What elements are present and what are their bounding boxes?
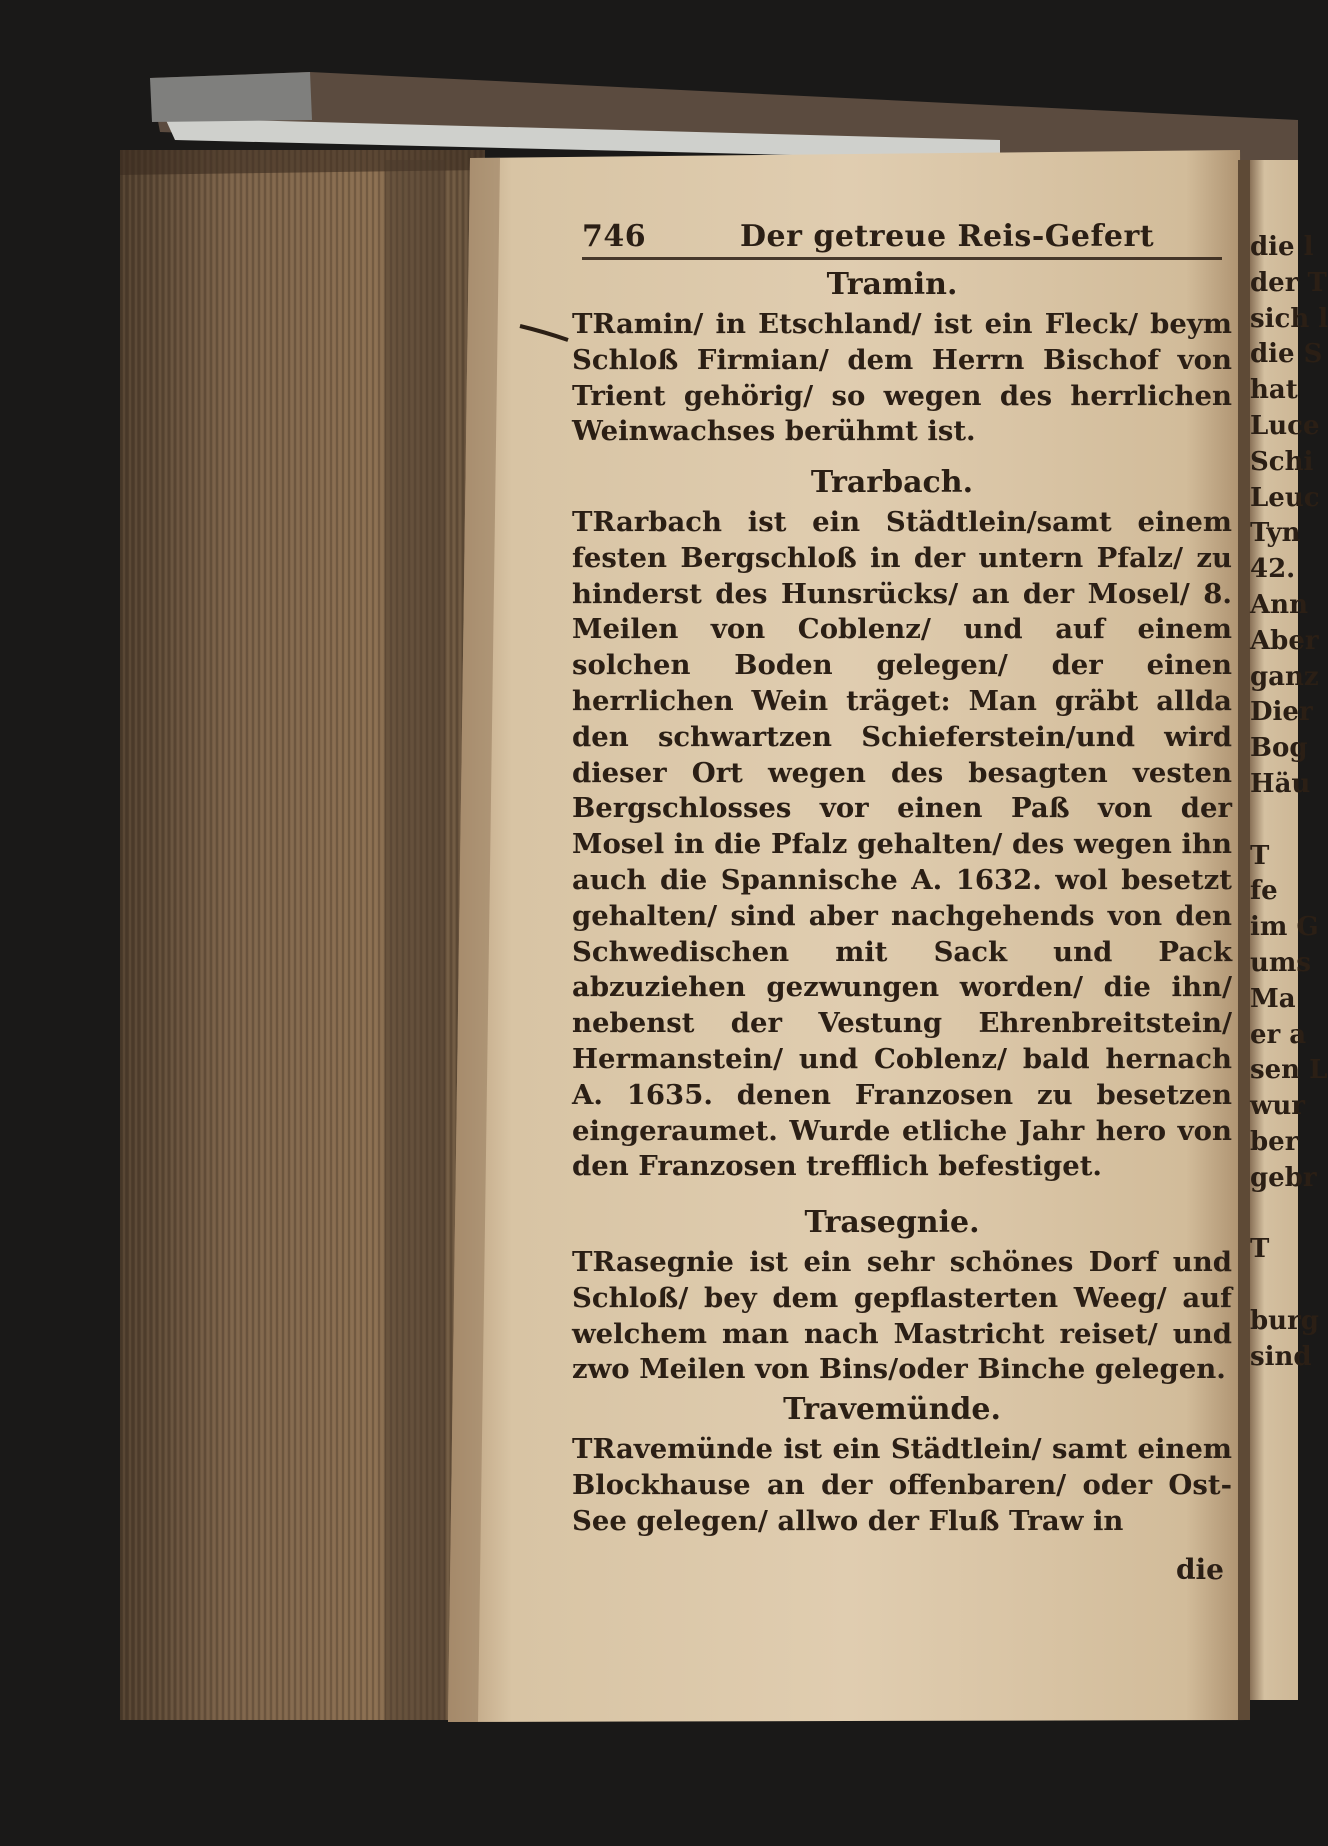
facing-line: Dier (1250, 697, 1313, 728)
entry-text-tramin: TRamin/ in Etschland/ ist ein Fleck/ beym Schloß Firmian/ dem Herrn Bischof von Trient gehörig/ so wegen des herrlichen Weinwachses berühmt ist. (572, 308, 1232, 448)
facing-line: 42. (1250, 554, 1296, 585)
facing-line: er a (1250, 1019, 1307, 1050)
entry-text-trarbach: TRarbach ist ein Städtlein/samt einem festen Bergschloß in der untern Pfalz/ zu hinderst des Hunsrücks/ an der Mosel/ 8. Meilen von Coblenz/ und auf einem solchen Boden gelegen/ der einen herrlichen Wein träget: Man gräbt allda den schwartzen Schieferstein/und wird dieser Ort wegen des besagten vesten Bergschlosses vor einen Paß von der Mosel in die Pfalz gehalten/ des wegen ihn auch die Spannische A. 1632. wol besetzt gehalten/ sind aber nachgehends von den Schwedischen mit Sack und Pack abzuziehen gezwungen worden/ die ihn/ nebenst der Vestung Ehrenbreitstein/ Hermanstein/ und Coblenz/ bald hernach A. 1635. denen Franzosen zu besetzen eingeraumet. Wurde etliche Jahr hero von den Franzosen trefflich befestiget. (572, 506, 1232, 1183)
facing-line: Leuc (1250, 482, 1320, 513)
facing-line: ums (1250, 947, 1312, 978)
facing-line: die S (1250, 339, 1323, 370)
facing-line: fe (1250, 876, 1278, 907)
facing-line: Tyn (1250, 518, 1301, 549)
facing-line: hat (1250, 375, 1298, 406)
facing-line: Ann (1250, 589, 1308, 620)
catchword: die (1175, 1553, 1224, 1586)
facing-line: Bog (1250, 733, 1308, 764)
facing-line: ganz (1250, 661, 1319, 692)
facing-line: der T (1250, 267, 1327, 298)
facing-line: im G (1250, 912, 1319, 943)
header-rule (582, 257, 1222, 260)
facing-page-text (1250, 230, 1328, 1376)
facing-line: T (1250, 1234, 1270, 1265)
facing-line: sich l (1250, 303, 1328, 334)
facing-line: sind (1250, 1341, 1312, 1372)
entry-heading-tramin: Tramin. (826, 267, 958, 302)
facing-line (1250, 803, 1298, 839)
facing-line: die l (1250, 232, 1314, 262)
entry-heading-travemuende: Travemünde. (783, 1392, 1001, 1427)
facing-line: Luce (1250, 410, 1320, 441)
facing-line: Ma (1250, 983, 1296, 1014)
page-number: 746 (582, 219, 647, 254)
entry-heading-trarbach: Trarbach. (810, 465, 974, 500)
running-title: Der getreue Reis-Gefert (740, 219, 1155, 254)
facing-line: sen L (1250, 1055, 1328, 1086)
entry-text-trasegnie: TRasegnie ist ein sehr schönes Dorf und Schloß/ bey dem gepflasterten Weeg/ auf welchem man nach Mastricht reiset/ und zwo Meilen von Bins/oder Binche gelegen. (572, 1246, 1232, 1386)
facing-line: burg (1250, 1305, 1319, 1336)
facing-line (1250, 1268, 1298, 1304)
facing-line: wur (1250, 1091, 1305, 1122)
facing-line: Schi (1250, 446, 1314, 477)
facing-line: T (1250, 840, 1270, 871)
entry-text-travemuende: TRavemünde ist ein Städtlein/ samt einem Blockhause an der offenbaren/ oder Ost-See gelegen/ allwo der Fluß Traw in (572, 1433, 1232, 1537)
page-stack-edge (120, 150, 485, 1720)
facing-line: Häu (1250, 768, 1311, 799)
facing-line: ber (1250, 1126, 1299, 1157)
facing-line: gebr (1250, 1162, 1317, 1193)
running-head (572, 215, 1212, 259)
facing-line (1250, 1197, 1298, 1233)
entry-heading-trasegnie: Trasegnie. (804, 1205, 980, 1240)
facing-line: Aber (1250, 625, 1319, 656)
